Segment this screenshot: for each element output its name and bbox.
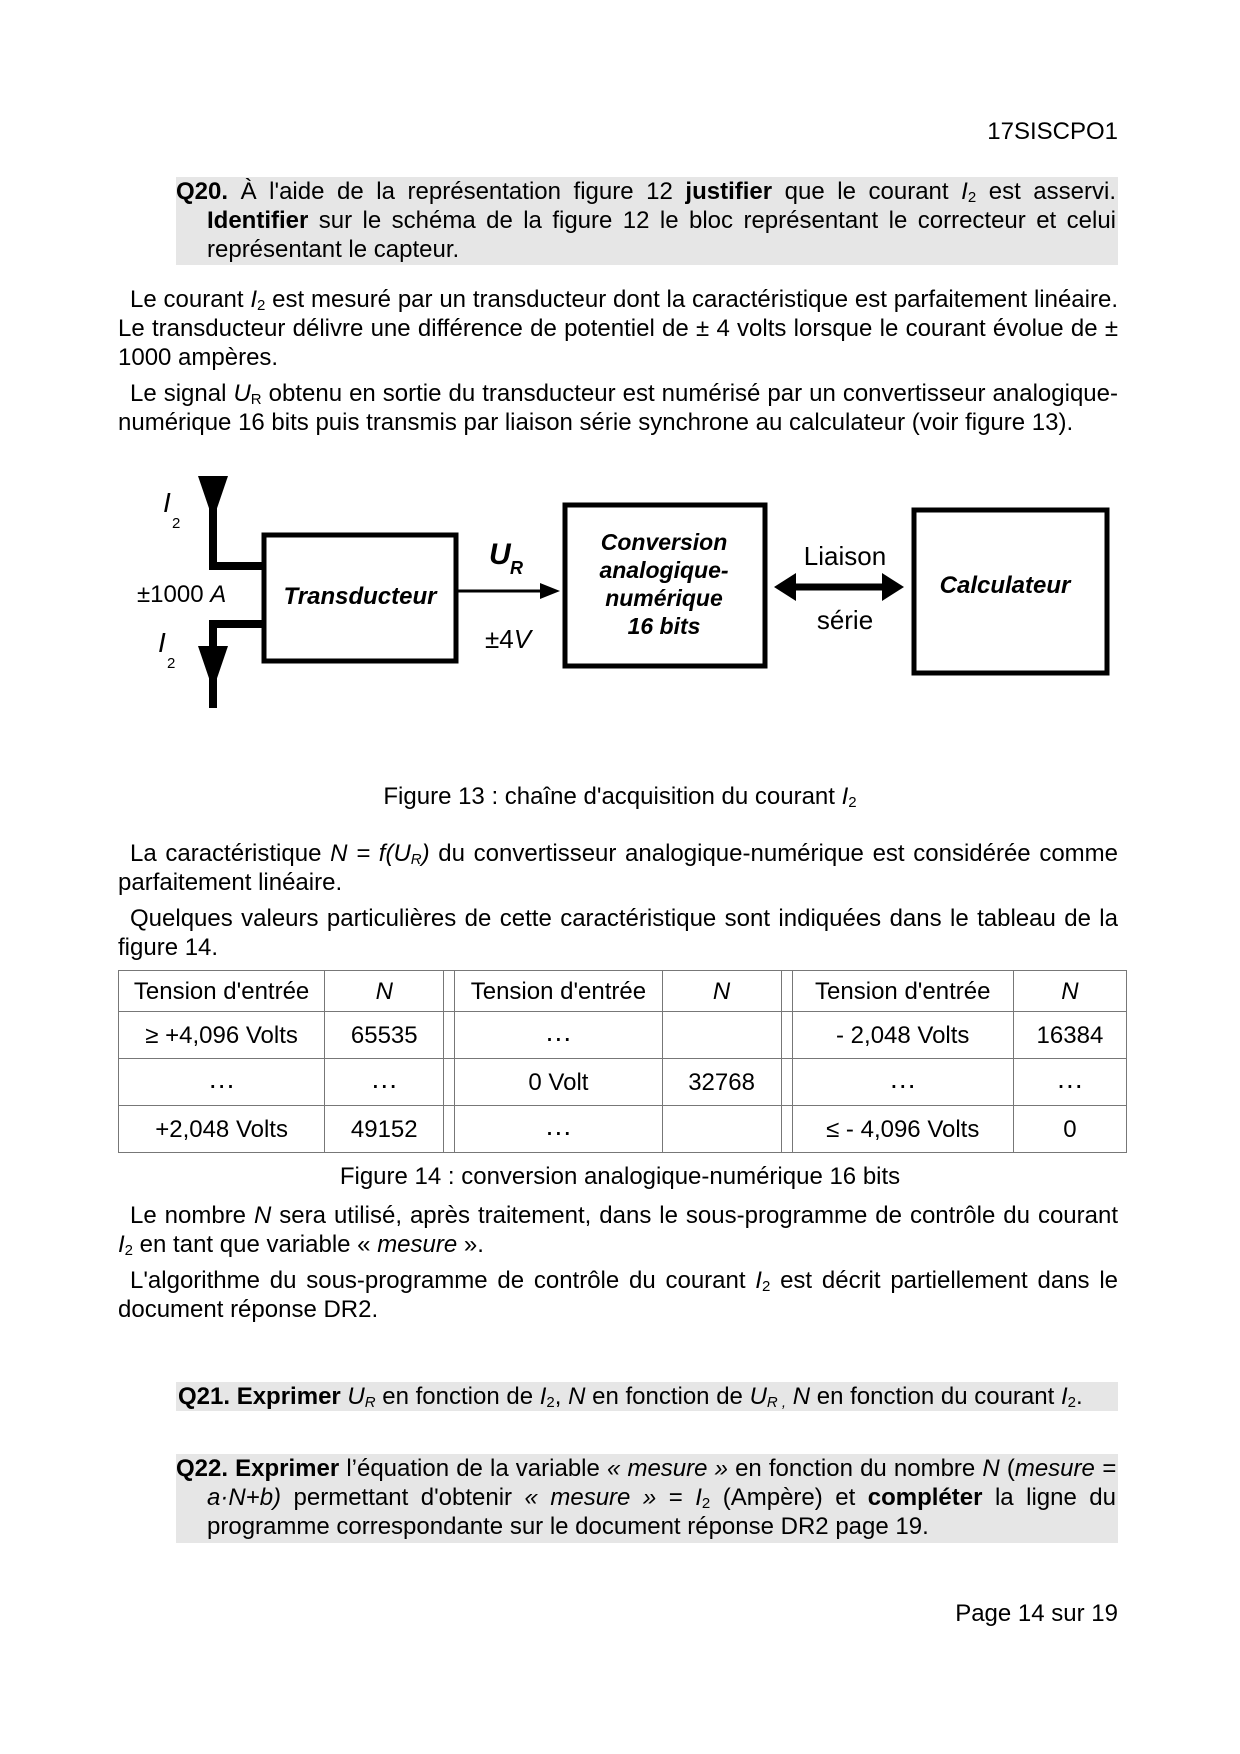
svg-text:Conversion: Conversion bbox=[600, 529, 728, 555]
ur-label: U bbox=[489, 538, 511, 571]
table-row: … … 0 Volt 32768 … … bbox=[119, 1059, 1127, 1106]
paragraph-algorithm: L'algorithme du sous-programme de contrôle du courant $I_2$ est décrit partiellement dans le document réponse DR2. bbox=[118, 1267, 1118, 1323]
svg-text:R: R bbox=[510, 558, 523, 578]
serial-link-label-bottom: série bbox=[816, 605, 874, 635]
page-number: Page 14 sur 19 bbox=[955, 1600, 1118, 1627]
algorithm-paragraphs bbox=[118, 1201, 1118, 1331]
converter-paragraphs bbox=[118, 839, 1118, 969]
q20-number: Q20. bbox=[176, 178, 229, 205]
current-label-bottom: I bbox=[158, 627, 166, 658]
serial-link-label-top: Liaison bbox=[803, 541, 887, 571]
q22-number: Q22. bbox=[176, 1455, 229, 1482]
serial-link-arrow-left bbox=[774, 573, 796, 601]
svg-text:analogique-: analogique- bbox=[599, 557, 729, 583]
question-q20: Q20. À l'aide de la représentation figure 12 justifier que le courant $I_2$ est asservi. Identifier sur le schéma de la figure 12 le bloc représentant le correcteur et celui représentant le capteur. bbox=[176, 178, 1116, 263]
svg-text:numérique: numérique bbox=[605, 585, 723, 611]
q22-keyword-completer: compléter bbox=[867, 1484, 983, 1511]
figure-13-caption: Figure 13 : chaîne d'acquisition du courant $I_2$ bbox=[383, 783, 857, 811]
q21-keyword-exprimer: Exprimer bbox=[230, 1383, 341, 1410]
transducer-label: Transducteur bbox=[283, 583, 437, 610]
serial-link-arrow-right bbox=[882, 573, 904, 601]
paragraph-signal: Le signal $U_R$ obtenu en sortie du transducteur est numérisé par un convertisseur analogique-numérique 16 bits puis transmis par liaison série synchrone au calculateur (voir figure 13). bbox=[118, 380, 1118, 436]
intro-paragraphs bbox=[118, 285, 1118, 444]
paragraph-transducer: Le courant $I_2$ est mesuré par un transducteur dont la caractéristique est parfaitement linéaire. Le transducteur délivre une différence de potentiel de ± 4 volts lorsque le courant évolue de ± 1000 ampères. bbox=[118, 286, 1118, 371]
figure-14-caption: Figure 14 : conversion analogique-numérique 16 bits bbox=[339, 1163, 901, 1190]
paragraph-measure: Le nombre N sera utilisé, après traitement, dans le sous-programme de contrôle du courant $I_2$ en tant que variable « mesure ». bbox=[118, 1202, 1119, 1259]
svg-text:2: 2 bbox=[172, 515, 181, 532]
svg-text:16 bits: 16 bits bbox=[627, 613, 701, 639]
q20-keyword-identifier: Identifier bbox=[207, 207, 309, 234]
q22-keyword-exprimer: Exprimer bbox=[228, 1455, 340, 1482]
table-row: ≥ +4,096 Volts 65535 … - 2,048 Volts 16384 bbox=[119, 1012, 1127, 1059]
document-code: 17SISCPO1 bbox=[987, 118, 1118, 145]
table-header-row: Tension d'entrée N Tension d'entrée N Tension d'entrée N bbox=[119, 971, 1127, 1012]
svg-text:2: 2 bbox=[167, 655, 176, 672]
question-q22: Q22. Exprimer l’équation de la variable « mesure » en fonction du nombre N (mesure = a·N+b) permettant d'obtenir « mesure » = $I_2$ (Ampère) et compléter la ligne du programme correspondante sur le document réponse DR2 page 19. bbox=[176, 1454, 1118, 1543]
voltage-label: ±4V bbox=[485, 624, 532, 654]
question-q21: Q21. Exprimer $U_R$ en fonction de $I_2$, N en fonction de $U_{R ,}$ N en fonction du courant $I_2$. bbox=[176, 1382, 1118, 1411]
current-label-top: I bbox=[163, 487, 171, 518]
ur-arrow-head bbox=[540, 583, 560, 599]
figure-13-diagram bbox=[0, 470, 1240, 720]
q21-number: Q21. bbox=[178, 1383, 231, 1410]
paragraph-values: Quelques valeurs particulières de cette caractéristique sont indiquées dans le tableau de la figure 14. bbox=[118, 905, 1118, 961]
q20-keyword-justifier: justifier bbox=[685, 178, 773, 205]
table-row: +2,048 Volts 49152 … ≤ - 4,096 Volts 0 bbox=[119, 1106, 1127, 1153]
current-range-label: ±1000 A bbox=[137, 581, 227, 608]
paragraph-characteristic: La caractéristique $N = f(U_R)$ du convertisseur analogique-numérique est considérée comme parfaitement linéaire. bbox=[118, 840, 1119, 896]
figure-14-table bbox=[118, 970, 1127, 1153]
computer-label: Calculateur bbox=[939, 572, 1071, 599]
